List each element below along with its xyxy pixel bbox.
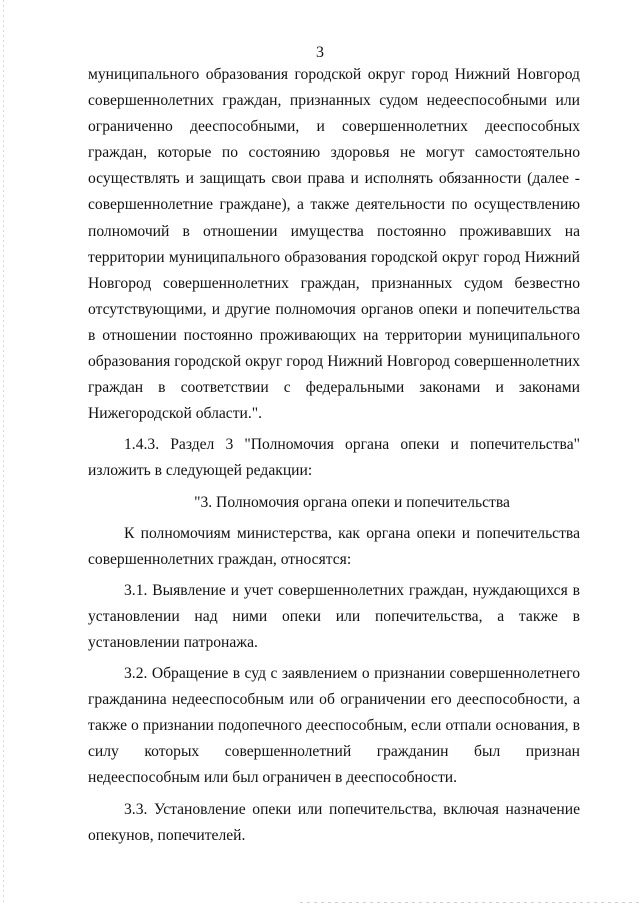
paragraph-continuation: муниципального образования городской округ город Нижний Новгород совершеннолетних граждан, признанных судом недееспособными или ограниченно дееспособными, и совершеннолетних дееспособных граждан, которые по состоянию здоровья не могут самостоятельно осуществлять и защищать свои права и исполнять обязанности (далее - совершеннолетние граждане), а также деятельности по осуществлению полномочий в отношении имущества постоянно проживавших на территории муниципального образования городской округ город Нижний Новгород совершеннолетних граждан, признанных судом безвестно отсутствующими, и другие полномочия органов опеки и попечительства в отношении постоянно проживающих на территории муниципального образования городской округ город Нижний Новгород совершеннолетних граждан в соответствии с федеральными законами и законами Нижегородской области.". xyxy=(88,66,580,423)
paragraph-1-4-3: 1.4.3. Раздел 3 "Полномочия органа опеки и попечительства" изложить в следующей редакции: xyxy=(88,436,580,480)
paragraph-3-1: 3.1. Выявление и учет совершеннолетних граждан, нуждающихся в установлении над ними опеки или попечительства, а также в установлении патронажа. xyxy=(88,581,580,651)
section-heading: "3. Полномочия органа опеки и попечительства xyxy=(194,493,510,511)
scan-edge-bottom xyxy=(300,902,640,903)
page-number: 3 xyxy=(316,44,324,61)
document-body xyxy=(88,62,580,849)
paragraph-intro: К полномочиям министерства, как органа опеки и попечительства совершеннолетних граждан, относятся: xyxy=(88,524,580,568)
paragraph-3-2: 3.2. Обращение в суд с заявлением о признании совершеннолетнего гражданина недееспособным или об ограничении его дееспособности, а также о признании подопечного дееспособным, если отпали основания, в силу которых совершеннолетний гражданин был признан недееспособным или был ограничен в дееспособности. xyxy=(88,665,580,787)
paragraph-3-3: 3.3. Установление опеки или попечительства, включая назначение опекунов, попечителей. xyxy=(88,800,580,844)
scan-edge-left xyxy=(3,0,4,905)
